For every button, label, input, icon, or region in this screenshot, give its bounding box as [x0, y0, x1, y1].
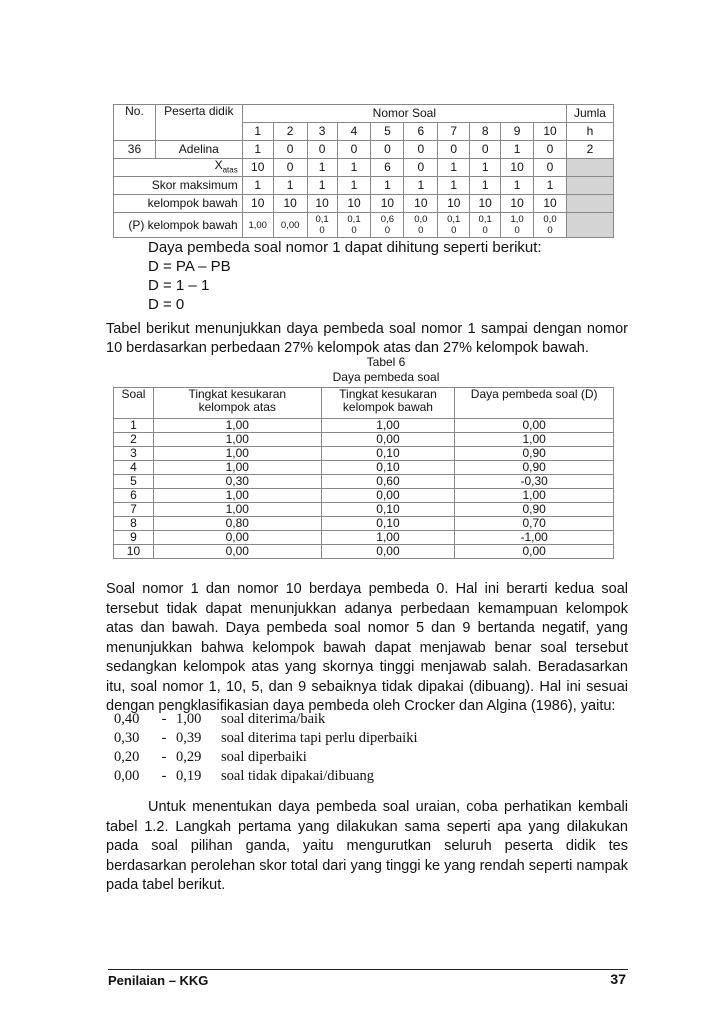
- calc-formula: D = PA – PB: [148, 258, 231, 275]
- cell-score: 0: [371, 141, 404, 159]
- cell-score: 0: [307, 141, 337, 159]
- item-number: 4: [337, 123, 371, 141]
- row-skor-maksimum: [114, 177, 614, 195]
- table-row: [114, 475, 614, 489]
- cell-d: -1,00: [455, 531, 614, 545]
- cell-p: [371, 213, 404, 238]
- cell-shaded: [566, 159, 613, 177]
- item-number: 5: [371, 123, 404, 141]
- cell-name: Adelina: [155, 141, 242, 159]
- criteria-low: 0,40: [114, 711, 140, 727]
- paragraph-2: Soal nomor 1 dan nomor 10 berdaya pembeda 0. Hal ini berarti kedua soal tersebut tidak dapat menunjukkan adanya perbedaan kemampuan kelompok atas dan bawah. Daya pembeda soal nomor 5 dan 9 bertanda negatif, yang menunjukkan bahwa kelompok bawah dapat menjawab benar soal tersebut sedangkan kelompok atas yang skornya tinggi menjawab salah. Beradasarkan itu, soal nomor 1, 10, 5, dan 9 sebaiknya tidak dipakai (dibuang). Hal ini sesuai dengan pengklasifikasian daya pembeda oleh Crocker dan Algina (1986), yaitu:: [106, 581, 628, 714]
- p-top: 0,1: [447, 214, 461, 226]
- footer-rule: [108, 969, 628, 970]
- cell-atas: 1,00: [153, 433, 321, 447]
- cell-value: 10: [273, 195, 307, 213]
- cell-shaded: [566, 177, 613, 195]
- item-number: 1: [242, 123, 273, 141]
- paragraph-1: Tabel berikut menunjukkan daya pembeda soal nomor 1 sampai dengan nomor 10 berdasarkan perbedaan 27% kelompok atas dan 27% kelompok bawah.: [106, 321, 628, 356]
- cell-value: 10: [534, 195, 567, 213]
- row-adelina: [114, 141, 614, 159]
- cell-bawah: 0,10: [321, 503, 455, 517]
- p-bottom: 0: [384, 225, 391, 237]
- cell-value: 10: [371, 195, 404, 213]
- cell-bawah: 0,60: [321, 475, 455, 489]
- cell-shaded: [566, 213, 613, 238]
- cell-score: 0: [534, 141, 567, 159]
- header-no: No.: [114, 105, 156, 141]
- cell-value: 6: [371, 159, 404, 177]
- cell-soal: 4: [114, 461, 154, 475]
- calc-result: D = 0: [148, 296, 185, 313]
- header-atas-line1: Tingkat kesukaran: [188, 387, 287, 401]
- item-number: 6: [404, 123, 438, 141]
- table-caption: [106, 355, 666, 385]
- criteria-desc: soal diperbaiki: [221, 749, 307, 765]
- cell-value: 1: [273, 177, 307, 195]
- cell-value: 0: [534, 159, 567, 177]
- label-p-kelompok-bawah: (P) kelompok bawah: [114, 213, 243, 238]
- header-peserta: Peserta didik: [155, 105, 242, 141]
- cell-p: [438, 213, 470, 238]
- header-jumlah-bottom: h: [566, 123, 613, 141]
- calculation-block: [148, 238, 542, 314]
- cell-value: 1: [534, 177, 567, 195]
- cell-d: 0,90: [455, 461, 614, 475]
- cell-no: 36: [114, 141, 156, 159]
- cell-total: 2: [566, 141, 613, 159]
- cell-value: 1: [337, 177, 371, 195]
- table-row: [114, 419, 614, 433]
- criteria-high: 0,29: [176, 749, 202, 765]
- criteria-dash: -: [161, 711, 167, 727]
- cell-value: 1: [307, 177, 337, 195]
- p-top: 0,6: [380, 214, 395, 226]
- cell-bawah: 0,10: [321, 517, 455, 531]
- cell-value: 1: [470, 159, 501, 177]
- cell-value: 10: [242, 159, 273, 177]
- table-row: [114, 489, 614, 503]
- cell-soal: 5: [114, 475, 154, 489]
- criteria-list: [114, 710, 418, 786]
- item-number: 3: [307, 123, 337, 141]
- paragraph-3: Untuk menentukan daya pembeda soal uraian, coba perhatikan kembali tabel 1.2. Langkah pertama yang dilakukan sama seperti apa yang dilakukan pada soal pilihan ganda, yaitu mengurutkan seluruh peserta didik tes berdasarkan perolehan skor total dari yang tinggi ke yang rendah seperti nampak pada tabel berikut.: [106, 799, 628, 893]
- cell-bawah: 0,00: [321, 433, 455, 447]
- criteria-low: 0,20: [114, 749, 140, 765]
- p-top: 0,1: [315, 214, 329, 226]
- cell-value: 1: [404, 177, 438, 195]
- p-top: 0,00: [280, 219, 300, 231]
- cell-d: -0,30: [455, 475, 614, 489]
- cell-value: 1: [438, 177, 470, 195]
- p-bottom: 0: [451, 225, 457, 237]
- criteria-desc: soal tidak dipakai/dibuang: [221, 768, 375, 784]
- cell-value: 1: [470, 177, 501, 195]
- cell-value: 10: [501, 159, 534, 177]
- criteria-high: 0,19: [176, 768, 202, 784]
- table-row: [114, 461, 614, 475]
- cell-value: 0: [404, 159, 438, 177]
- cell-atas: 0,00: [153, 531, 321, 545]
- p-bottom: 0: [418, 225, 424, 237]
- cell-bawah: 1,00: [321, 531, 455, 545]
- header-bawah-line1: Tingkat kesukaran: [339, 387, 437, 401]
- cell-value: 10: [404, 195, 438, 213]
- criteria-desc: soal diterima/baik: [221, 711, 326, 727]
- cell-atas: 0,00: [153, 545, 321, 559]
- item-number: 9: [501, 123, 534, 141]
- cell-value: 10: [501, 195, 534, 213]
- cell-value: 1: [337, 159, 371, 177]
- table-row: [114, 545, 614, 559]
- cell-value: 0: [273, 159, 307, 177]
- cell-soal: 6: [114, 489, 154, 503]
- cell-soal: 8: [114, 517, 154, 531]
- x-label: X: [214, 158, 223, 172]
- cell-soal: 9: [114, 531, 154, 545]
- label-kelompok-bawah: kelompok bawah: [114, 195, 243, 213]
- table2-header: [114, 388, 614, 419]
- criteria-item: [114, 748, 418, 767]
- cell-atas: 1,00: [153, 419, 321, 433]
- cell-score: 0: [273, 141, 307, 159]
- criteria-dash: -: [161, 730, 167, 746]
- cell-d: 0,70: [455, 517, 614, 531]
- cell-value: 1: [242, 177, 273, 195]
- cell-soal: 7: [114, 503, 154, 517]
- cell-soal: 10: [114, 545, 154, 559]
- criteria-low: 0,30: [114, 730, 140, 746]
- cell-value: 1: [307, 159, 337, 177]
- label-xatas: [114, 159, 243, 177]
- table-row: [114, 531, 614, 545]
- cell-value: 10: [307, 195, 337, 213]
- cell-atas: 1,00: [153, 489, 321, 503]
- cell-bawah: 0,10: [321, 461, 455, 475]
- cell-bawah: 0,10: [321, 447, 455, 461]
- criteria-item: [114, 710, 418, 729]
- header-jumlah-top: Jumla: [566, 105, 613, 123]
- item-number: 10: [534, 123, 567, 141]
- page-number: 37: [610, 971, 626, 987]
- cell-value: 10: [337, 195, 371, 213]
- cell-score: 0: [337, 141, 371, 159]
- p-top: 1,0: [510, 214, 524, 226]
- cell-d: 1,00: [455, 489, 614, 503]
- label-skor-maksimum: Skor maksimum: [114, 177, 243, 195]
- cell-soal: 3: [114, 447, 154, 461]
- row-kelompok-bawah: [114, 195, 614, 213]
- cell-d: 1,00: [455, 433, 614, 447]
- cell-shaded: [566, 195, 613, 213]
- row-p-kelompok-bawah: [114, 213, 614, 238]
- cell-value: 10: [438, 195, 470, 213]
- cell-p: [337, 213, 371, 238]
- cell-d: 0,00: [455, 545, 614, 559]
- cell-score: 0: [438, 141, 470, 159]
- header-bawah-line2: kelompok bawah: [342, 400, 433, 414]
- item-number: 2: [273, 123, 307, 141]
- cell-p: [307, 213, 337, 238]
- p-bottom: 0: [547, 225, 553, 237]
- cell-p: [470, 213, 501, 238]
- criteria-desc: soal diterima tapi perlu diperbaiki: [221, 730, 418, 746]
- p-bottom: 0: [482, 225, 488, 237]
- criteria-high: 1,00: [176, 711, 202, 727]
- criteria-high: 0,39: [176, 730, 202, 746]
- criteria-dash: -: [161, 749, 167, 765]
- p-top: 0,1: [478, 214, 492, 226]
- table-row: [114, 447, 614, 461]
- p-top: 0,1: [347, 214, 361, 226]
- calc-substitution: D = 1 – 1: [148, 277, 210, 294]
- header-soal: Soal: [114, 388, 154, 419]
- calc-intro: Daya pembeda soal nomor 1 dapat dihitung seperti berikut:: [148, 239, 542, 256]
- cell-atas: 1,00: [153, 503, 321, 517]
- score-table: [113, 104, 614, 238]
- header-atas: [153, 388, 321, 419]
- cell-soal: 1: [114, 419, 154, 433]
- cell-bawah: 1,00: [321, 419, 455, 433]
- p-bottom: 0: [319, 225, 325, 237]
- cell-p: [242, 213, 273, 238]
- criteria-item: [114, 729, 418, 748]
- cell-atas: 1,00: [153, 461, 321, 475]
- header-nomor-soal: Nomor Soal: [242, 105, 566, 123]
- discrimination-table: [113, 387, 614, 559]
- header-atas-line2: kelompok atas: [198, 400, 276, 414]
- p-bottom: 0: [514, 225, 520, 237]
- cell-value: 1: [501, 177, 534, 195]
- criteria-low: 0,00: [114, 768, 140, 784]
- cell-value: 1: [438, 159, 470, 177]
- cell-bawah: 0,00: [321, 545, 455, 559]
- cell-bawah: 0,00: [321, 489, 455, 503]
- cell-soal: 2: [114, 433, 154, 447]
- item-number: 7: [438, 123, 470, 141]
- cell-d: 0,00: [455, 419, 614, 433]
- footer-title: Penilaian – KKG: [108, 973, 209, 988]
- x-sub: atas: [222, 165, 238, 175]
- table-title: Daya pembeda soal: [332, 370, 440, 384]
- cell-d: 0,90: [455, 503, 614, 517]
- table-row: [114, 517, 614, 531]
- item-number: 8: [470, 123, 501, 141]
- table-number: Tabel 6: [366, 355, 406, 369]
- row-xatas: [114, 159, 614, 177]
- cell-atas: 0,30: [153, 475, 321, 489]
- cell-score: 0: [470, 141, 501, 159]
- cell-value: 10: [470, 195, 501, 213]
- criteria-item: [114, 767, 418, 786]
- cell-score: 1: [501, 141, 534, 159]
- cell-atas: 0,80: [153, 517, 321, 531]
- cell-p: [534, 213, 567, 238]
- cell-value: 1: [371, 177, 404, 195]
- table-row: [114, 433, 614, 447]
- p-top: 0,0: [414, 214, 428, 226]
- cell-p: [501, 213, 534, 238]
- header-bawah: [321, 388, 455, 419]
- p-top: 1,00: [248, 219, 267, 231]
- p-bottom: 0: [351, 225, 357, 237]
- cell-p: [404, 213, 438, 238]
- header-d: Daya pembeda soal (D): [455, 388, 614, 419]
- cell-d: 0,90: [455, 447, 614, 461]
- cell-p: [273, 213, 307, 238]
- table-row: [114, 503, 614, 517]
- cell-score: 1: [242, 141, 273, 159]
- p-top: 0,0: [543, 214, 557, 226]
- cell-score: 0: [404, 141, 438, 159]
- cell-atas: 1,00: [153, 447, 321, 461]
- criteria-dash: -: [161, 768, 167, 784]
- cell-value: 10: [242, 195, 273, 213]
